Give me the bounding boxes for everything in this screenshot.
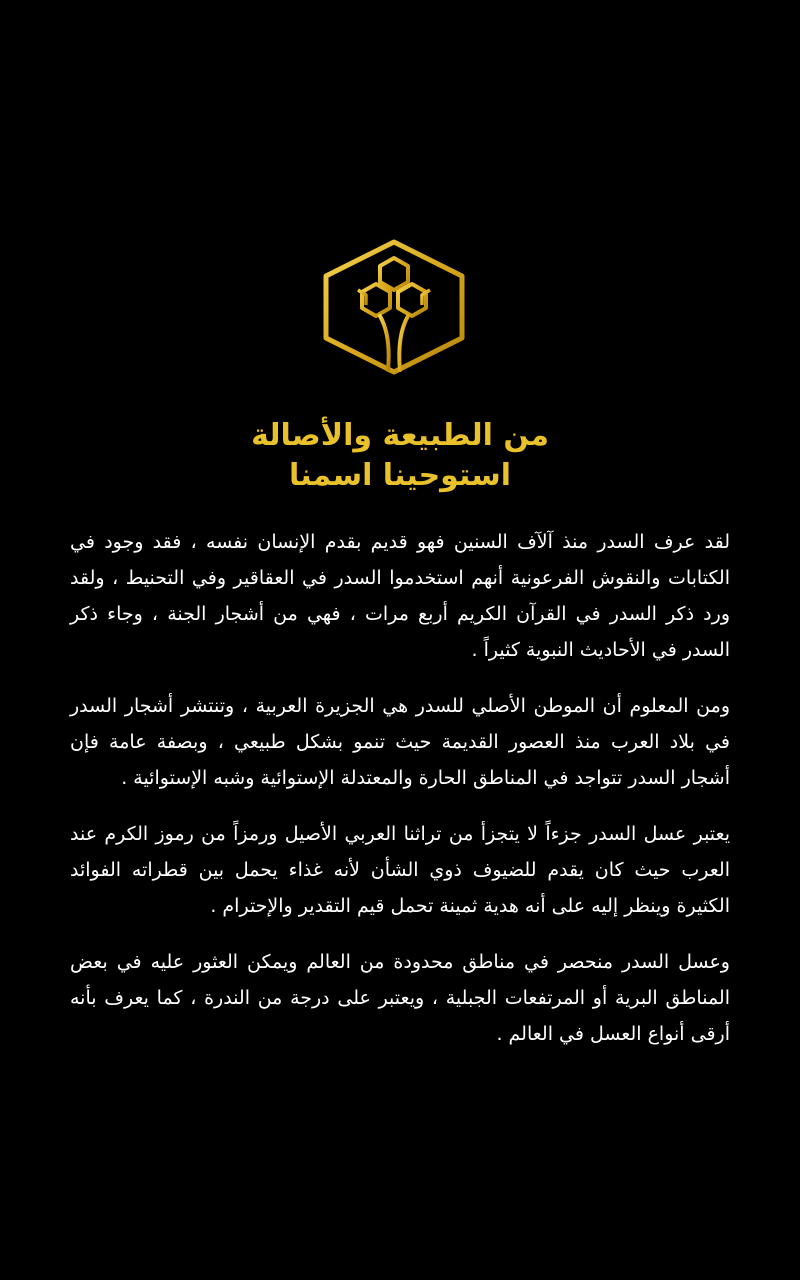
paragraph-1: لقد عرف السدر منذ آلآف السنين فهو قديم بقدم الإنسان نفسه ، فقد وجود في الكتابات والنقوش الفرعونية أنهم استخدموا السدر في العقاقير وفي التحنيط ، ولقد ورد ذكر السدر في القرآن الكريم أربع مرات ، فهي من أشجار الجنة ، وجاء ذكر السدر في الأحاديث النبوية كثيراً . — [70, 531, 730, 661]
honeycomb-tree-hexagon-icon — [318, 238, 470, 376]
paragraph-4: وعسل السدر منحصر في مناطق محدودة من العالم ويمكن العثور عليه في بعض المناطق البرية أو المرتفعات الجبلية ، ويعتبر على درجة من الندرة ، كما يعرف بأنه أرقى أنواع العسل في العالم . — [70, 951, 730, 1045]
paragraph-2: ومن المعلوم أن الموطن الأصلي للسدر هي الجزيرة العربية ، وتنتشر أشجار السدر في بلاد العرب منذ العصور القديمة حيث تنمو بشكل طبيعي ، وبصفة عامة فإن أشجار السدر تتواجد في المناطق الحارة والمعتدلة الإستوائية وشبه الإستوائية . — [70, 695, 730, 789]
brand-logo — [318, 238, 470, 376]
headline — [100, 416, 700, 496]
body-text — [70, 524, 730, 1072]
paragraph-3: يعتبر عسل السدر جزءاً لا يتجزأ من تراثنا العربي الأصيل ورمزاً من رموز الكرم عند العرب حيث كان يقدم للضيوف ذوي الشأن لأنه غذاء يحمل بين قطراته الفوائد الكثيرة وينظر إليه على أنه هدية ثمينة تحمل قيم التقدير والإحترام . — [70, 823, 730, 917]
headline-line-1: من الطبيعة والأصالة — [251, 418, 549, 453]
headline-line-2: استوحينا اسمنا — [288, 458, 512, 493]
